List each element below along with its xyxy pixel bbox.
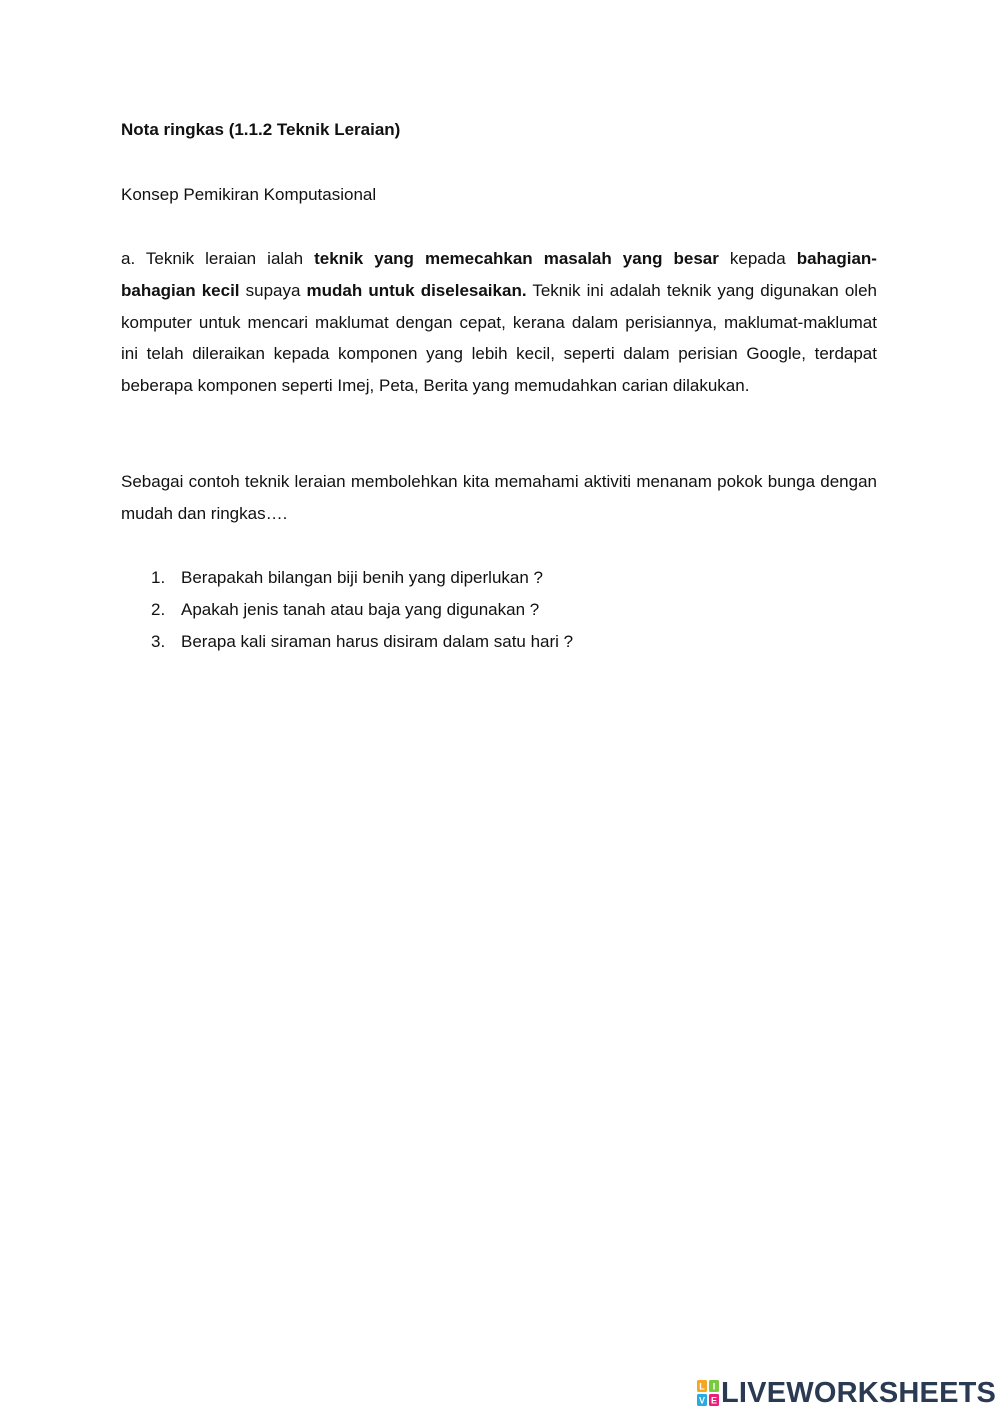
paragraph-a-text-2: kepada: [718, 249, 797, 268]
paragraph-a-text-1: a. Teknik leraian ialah: [121, 249, 315, 268]
paragraph-a-bold-2: bahagian-bahagian kecil: [121, 249, 877, 300]
paragraph-a-text-4: Teknik ini adalah teknik yang digunakan oleh komputer untuk mencari maklumat dengan cepat, kerana dalam perisiannya, maklumat-maklumat ini telah dileraikan kepada komponen yang lebih kecil, seperti dalam perisian Google, terdapat beberapa komponen seperti Imej, Peta, Berita yang memudahkan carian dilakukan.: [121, 280, 877, 396]
svg-text:I: I: [712, 1381, 716, 1392]
liveworksheets-brand: [697, 1377, 996, 1409]
question-list: [121, 562, 573, 657]
list-item-number: 2.: [151, 599, 166, 619]
list-item-number: 1.: [151, 568, 166, 587]
list-item: [121, 626, 573, 658]
paragraph-b: Sebagai contoh teknik leraian membolehkan kita memahami aktiviti menanam pokok bunga dengan mudah dan ringkas….: [121, 472, 877, 523]
list-item: [121, 594, 573, 626]
paragraph-a: [121, 243, 877, 402]
paragraph-a-text-3: supaya: [239, 280, 307, 300]
liveworksheets-logo-icon: [697, 1380, 719, 1406]
section-subtitle: Konsep Pemikiran Komputasional: [121, 185, 377, 204]
list-item-number: 3.: [151, 631, 166, 651]
svg-text:E: E: [710, 1395, 718, 1406]
page-title: Nota ringkas (1.1.2 Teknik Leraian): [121, 120, 401, 139]
paragraph-a-bold-1: teknik yang memecahkan masalah yang besar: [314, 249, 719, 268]
paragraph-a-bold-3: mudah untuk diselesaikan.: [306, 280, 527, 300]
list-item-text: Apakah jenis tanah atau baja yang digunakan ?: [181, 599, 540, 619]
svg-text:L: L: [699, 1381, 705, 1392]
list-item-text: Berapakah bilangan biji benih yang diperlukan ?: [181, 568, 543, 587]
svg-text:V: V: [698, 1395, 706, 1406]
list-item: [121, 562, 573, 594]
list-item-text: Berapa kali siraman harus disiram dalam satu hari ?: [181, 631, 574, 651]
liveworksheets-wordmark: LIVEWORKSHEETS: [721, 1377, 997, 1409]
